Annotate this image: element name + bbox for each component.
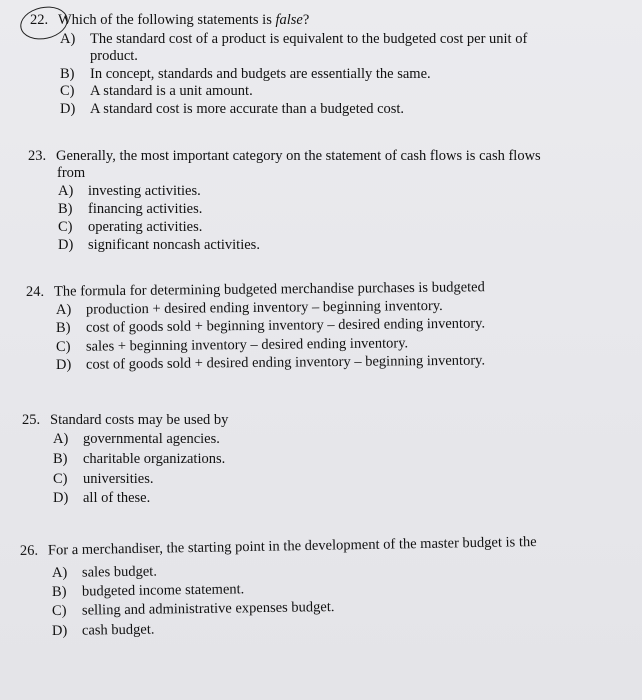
option-text: sales + beginning inventory – desired ending inventory. (85, 335, 409, 355)
option-text: all of these. (83, 490, 151, 506)
question-25-stem (22, 412, 228, 429)
option-letter: A) (60, 31, 76, 47)
question-24-option-d[interactable] (56, 353, 485, 374)
option-letter: C) (55, 338, 71, 355)
question-number: 26. (19, 542, 39, 559)
question-23-option-b[interactable] (58, 201, 202, 218)
question-24-option-b[interactable] (56, 316, 485, 337)
option-letter: D) (58, 237, 74, 253)
question-26-option-b[interactable] (52, 581, 244, 601)
question-22-option-a-continued (90, 48, 138, 65)
question-25-option-c[interactable] (53, 471, 153, 488)
question-stem-continued-text: from (57, 165, 86, 181)
question-stem-text: Generally, the most important category on the statement of cash flows is cash flows (56, 148, 541, 164)
option-text: In concept, standards and budgets are essentially the same. (90, 66, 431, 82)
option-text: selling and administrative expenses budget. (81, 599, 335, 619)
question-stem-text: For a merchandiser, the starting point in the development of the master budget is the (47, 533, 537, 559)
option-letter: D) (60, 101, 76, 117)
question-22-stem (30, 12, 309, 29)
question-stem-text: The formula for determining budgeted merchandise purchases is budgeted (53, 279, 485, 300)
option-text: production + desired ending inventory – beginning inventory. (85, 297, 443, 318)
question-22-option-d[interactable] (60, 101, 404, 118)
option-letter: D) (51, 622, 68, 639)
question-26-stem (20, 534, 537, 560)
option-text: significant noncash activities. (88, 237, 260, 253)
question-25-option-b[interactable] (53, 451, 225, 468)
question-number: 25. (22, 412, 41, 428)
option-text: The standard cost of a product is equivalent to the budgeted cost per unit of (90, 31, 528, 47)
question-23-option-c[interactable] (58, 219, 202, 236)
question-26-option-d[interactable] (52, 622, 155, 640)
option-text-continued: product. (90, 48, 138, 64)
option-text: A standard is a unit amount. (90, 83, 253, 99)
option-text: cost of goods sold + desired ending inventory – beginning inventory. (85, 352, 486, 373)
option-letter: B) (55, 319, 71, 336)
option-letter: A) (55, 301, 72, 318)
option-letter: C) (53, 471, 68, 487)
question-22-option-a[interactable] (60, 31, 527, 48)
question-23-stem-continued (57, 165, 85, 182)
option-text: cash budget. (81, 621, 155, 639)
option-text: operating activities. (88, 219, 203, 235)
question-25-option-a[interactable] (53, 431, 220, 448)
question-26-option-c[interactable] (52, 599, 335, 620)
question-25-option-d[interactable] (53, 490, 150, 507)
question-22-option-c[interactable] (60, 83, 253, 100)
question-22-option-b[interactable] (60, 66, 431, 83)
option-text: charitable organizations. (83, 451, 226, 467)
option-text: cost of goods sold + beginning inventory – desired ending inventory. (85, 315, 486, 336)
option-letter: B) (51, 583, 67, 600)
question-stem-suffix: ? (302, 12, 310, 28)
question-23-option-a[interactable] (58, 183, 201, 200)
option-letter: D) (55, 356, 72, 373)
question-stem-italic: false (275, 12, 303, 28)
option-text: governmental agencies. (83, 431, 220, 447)
question-number: 24. (25, 283, 45, 300)
option-letter: B) (58, 201, 73, 217)
question-23-stem (28, 148, 541, 165)
question-stem-text: Which of the following statements is (58, 12, 276, 28)
option-letter: C) (60, 83, 75, 99)
option-letter: B) (60, 66, 75, 82)
option-letter: C) (58, 219, 73, 235)
question-number: 22. (30, 12, 49, 28)
option-letter: A) (58, 183, 74, 199)
question-26-option-a[interactable] (52, 564, 157, 582)
option-text: universities. (83, 471, 154, 487)
option-text: A standard cost is more accurate than a budgeted cost. (90, 101, 405, 117)
option-text: sales budget. (81, 563, 158, 581)
question-stem-text: Standard costs may be used by (50, 412, 229, 428)
question-23-option-d[interactable] (58, 237, 260, 254)
option-text: investing activities. (88, 183, 201, 199)
option-text: budgeted income statement. (81, 581, 245, 600)
option-letter: C) (51, 602, 67, 619)
option-letter: B) (53, 451, 68, 467)
option-letter: A) (51, 564, 68, 581)
option-text: financing activities. (88, 201, 203, 217)
question-number: 23. (28, 148, 47, 164)
option-letter: D) (53, 490, 69, 506)
option-letter: A) (53, 431, 69, 447)
